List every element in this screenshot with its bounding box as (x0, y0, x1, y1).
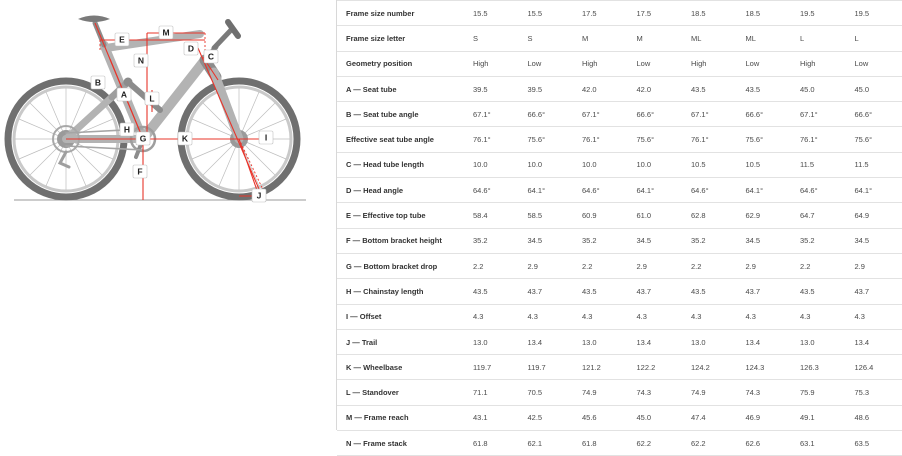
svg-text:N: N (138, 56, 144, 66)
cell-value: 64.6° (466, 178, 521, 203)
cell-value: 122.2 (630, 355, 685, 380)
cell-value: 66.6° (521, 102, 576, 127)
cell-value: 66.6° (739, 102, 794, 127)
cell-value: 62.2 (684, 431, 739, 456)
cell-value: 62.8 (684, 203, 739, 228)
cell-value: 10.0 (521, 152, 576, 177)
svg-text:B: B (95, 78, 101, 88)
callout-C (204, 50, 218, 63)
table-row (337, 26, 902, 51)
cell-value: 10.0 (630, 152, 685, 177)
callout-F (133, 165, 147, 178)
cell-value: 2.2 (575, 253, 630, 278)
cell-value: 15.5 (466, 1, 521, 26)
row-label: E — Effective top tube (337, 203, 466, 228)
cell-value: 74.3 (739, 380, 794, 405)
cell-value: 42.0 (630, 76, 685, 101)
cell-value: 35.2 (793, 228, 848, 253)
cell-value: 121.2 (575, 355, 630, 380)
cell-value: 10.5 (684, 152, 739, 177)
table-row (337, 76, 902, 101)
cell-value: 45.6 (575, 405, 630, 430)
cell-value: 2.2 (793, 253, 848, 278)
callout-N (134, 54, 148, 67)
svg-text:G: G (140, 134, 147, 144)
row-label: J — Trail (337, 329, 466, 354)
row-label: M — Frame reach (337, 405, 466, 430)
table-row (337, 228, 902, 253)
geometry-table-body (337, 1, 902, 456)
cell-value: 2.9 (848, 253, 902, 278)
cell-value: 18.5 (684, 1, 739, 26)
cell-value: 43.7 (848, 279, 902, 304)
cell-value: 10.5 (739, 152, 794, 177)
cell-value: 48.6 (848, 405, 902, 430)
cell-value: 64.1° (630, 178, 685, 203)
table-row (337, 178, 902, 203)
cell-value: 64.1° (739, 178, 794, 203)
table-row (337, 203, 902, 228)
cell-value: 43.1 (466, 405, 521, 430)
cell-value: 62.1 (521, 431, 576, 456)
cell-value: 75.6° (521, 127, 576, 152)
row-label: H — Chainstay length (337, 279, 466, 304)
cell-value: 124.2 (684, 355, 739, 380)
geometry-table-panel (336, 0, 902, 430)
row-label: Geometry position (337, 51, 466, 76)
cell-value: Low (521, 51, 576, 76)
cell-value: 15.5 (521, 1, 576, 26)
row-label: D — Head angle (337, 178, 466, 203)
cell-value: 18.5 (739, 1, 794, 26)
cell-value: 13.4 (630, 329, 685, 354)
callout-I (259, 131, 273, 144)
cell-value: 13.0 (466, 329, 521, 354)
cell-value: Low (739, 51, 794, 76)
cell-value: ML (684, 26, 739, 51)
cell-value: 10.0 (466, 152, 521, 177)
cell-value: 74.9 (684, 380, 739, 405)
table-row (337, 51, 902, 76)
row-label: L — Standover (337, 380, 466, 405)
cell-value: 34.5 (739, 228, 794, 253)
cell-value: 34.5 (521, 228, 576, 253)
cell-value: 47.4 (684, 405, 739, 430)
svg-text:H: H (124, 125, 130, 135)
cell-value: High (684, 51, 739, 76)
cell-value: 126.4 (848, 355, 902, 380)
svg-text:K: K (182, 134, 189, 144)
cell-value: 2.2 (684, 253, 739, 278)
cell-value: 17.5 (575, 1, 630, 26)
cell-value: 43.5 (575, 279, 630, 304)
cell-value: 62.6 (739, 431, 794, 456)
cell-value: 124.3 (739, 355, 794, 380)
row-label: B — Seat tube angle (337, 102, 466, 127)
cell-value: 70.5 (521, 380, 576, 405)
cell-value: 43.5 (684, 279, 739, 304)
cell-value: 58.4 (466, 203, 521, 228)
cell-value: 64.6° (793, 178, 848, 203)
cell-value: 43.7 (521, 279, 576, 304)
cell-value: High (575, 51, 630, 76)
cell-value: 67.1° (575, 102, 630, 127)
cell-value: 75.9 (793, 380, 848, 405)
cell-value: 66.6° (848, 102, 902, 127)
svg-text:L: L (149, 94, 154, 104)
cell-value: 34.5 (848, 228, 902, 253)
cell-value: 35.2 (575, 228, 630, 253)
svg-text:F: F (137, 167, 142, 177)
cell-value: L (793, 26, 848, 51)
callout-L (145, 92, 159, 105)
table-row (337, 355, 902, 380)
table-row (337, 380, 902, 405)
cell-value: 63.1 (793, 431, 848, 456)
cell-value: Low (630, 51, 685, 76)
cell-value: 75.6° (848, 127, 902, 152)
cell-value: 75.3 (848, 380, 902, 405)
cell-value: 43.7 (630, 279, 685, 304)
row-label: Effective seat tube angle (337, 127, 466, 152)
row-label: Frame size letter (337, 26, 466, 51)
cell-value: 61.8 (575, 431, 630, 456)
cell-value: L (848, 26, 902, 51)
table-row (337, 102, 902, 127)
cell-value: 67.1° (466, 102, 521, 127)
table-row (337, 405, 902, 430)
cell-value: 13.0 (684, 329, 739, 354)
cell-value: 75.6° (630, 127, 685, 152)
cell-value: 61.8 (466, 431, 521, 456)
cell-value: M (575, 26, 630, 51)
callout-M (159, 26, 173, 39)
cell-value: 35.2 (466, 228, 521, 253)
cell-value: 13.0 (575, 329, 630, 354)
row-label: A — Seat tube (337, 76, 466, 101)
cell-value: 17.5 (630, 1, 685, 26)
table-row (337, 279, 902, 304)
table-row (337, 304, 902, 329)
cell-value: 43.5 (466, 279, 521, 304)
cell-value: 4.3 (466, 304, 521, 329)
row-label: I — Offset (337, 304, 466, 329)
cell-value: 43.7 (739, 279, 794, 304)
cell-value: 61.0 (630, 203, 685, 228)
cell-value: 62.9 (739, 203, 794, 228)
cell-value: 13.4 (848, 329, 902, 354)
cell-value: 74.9 (575, 380, 630, 405)
cell-value: 64.6° (575, 178, 630, 203)
bike-geometry-diagram (0, 0, 336, 430)
row-label: K — Wheelbase (337, 355, 466, 380)
cell-value: 11.5 (793, 152, 848, 177)
cell-value: 35.2 (684, 228, 739, 253)
cell-value: 43.5 (793, 279, 848, 304)
cell-value: High (793, 51, 848, 76)
cell-value: 71.1 (466, 380, 521, 405)
svg-text:M: M (162, 28, 169, 38)
callout-D (184, 42, 198, 55)
cell-value: 64.7 (793, 203, 848, 228)
cell-value: 4.3 (575, 304, 630, 329)
row-label: G — Bottom bracket drop (337, 253, 466, 278)
cell-value: 2.9 (521, 253, 576, 278)
svg-text:E: E (119, 35, 125, 45)
cell-value: 67.1° (684, 102, 739, 127)
cell-value: 42.0 (575, 76, 630, 101)
bike-diagram-svg (0, 0, 336, 430)
cell-value: 67.1° (793, 102, 848, 127)
cell-value: 64.1° (521, 178, 576, 203)
cell-value: 64.6° (684, 178, 739, 203)
cell-value: 76.1° (466, 127, 521, 152)
cell-value: 42.5 (521, 405, 576, 430)
cell-value: 75.6° (739, 127, 794, 152)
cell-value: 4.3 (848, 304, 902, 329)
row-label: Frame size number (337, 1, 466, 26)
cell-value: 2.2 (466, 253, 521, 278)
cell-value: 19.5 (848, 1, 902, 26)
cell-value: 39.5 (521, 76, 576, 101)
cell-value: 66.6° (630, 102, 685, 127)
cell-value: 74.3 (630, 380, 685, 405)
table-row (337, 329, 902, 354)
cell-value: 126.3 (793, 355, 848, 380)
cell-value: 64.9 (848, 203, 902, 228)
cell-value: 76.1° (575, 127, 630, 152)
callout-A (117, 88, 131, 101)
cell-value: 4.3 (684, 304, 739, 329)
table-row (337, 431, 902, 456)
row-label: N — Frame stack (337, 431, 466, 456)
row-label: F — Bottom bracket height (337, 228, 466, 253)
cell-value: 46.9 (739, 405, 794, 430)
geometry-table (337, 0, 902, 456)
cell-value: M (630, 26, 685, 51)
cell-value: 13.0 (793, 329, 848, 354)
cell-value: 10.0 (575, 152, 630, 177)
svg-text:D: D (188, 44, 194, 54)
cell-value: 19.5 (793, 1, 848, 26)
callout-J (252, 189, 266, 202)
cell-value: High (466, 51, 521, 76)
cell-value: 11.5 (848, 152, 902, 177)
cell-value: 39.5 (466, 76, 521, 101)
table-row (337, 1, 902, 26)
table-row (337, 127, 902, 152)
cell-value: 34.5 (630, 228, 685, 253)
cell-value: 45.0 (848, 76, 902, 101)
table-row (337, 253, 902, 278)
cell-value: 119.7 (521, 355, 576, 380)
svg-text:C: C (208, 52, 214, 62)
callout-B (91, 76, 105, 89)
cell-value: 4.3 (630, 304, 685, 329)
cell-value: 43.5 (684, 76, 739, 101)
cell-value: S (466, 26, 521, 51)
cell-value: 13.4 (521, 329, 576, 354)
callout-H (120, 123, 134, 136)
cell-value: 63.5 (848, 431, 902, 456)
callout-E (115, 33, 129, 46)
cell-value: ML (739, 26, 794, 51)
cell-value: 76.1° (793, 127, 848, 152)
cell-value: 2.9 (630, 253, 685, 278)
cell-value: 4.3 (793, 304, 848, 329)
cell-value: S (521, 26, 576, 51)
cell-value: 45.0 (630, 405, 685, 430)
cell-value: 43.5 (739, 76, 794, 101)
cell-value: Low (848, 51, 902, 76)
callout-K (178, 132, 192, 145)
cell-value: 60.9 (575, 203, 630, 228)
svg-text:J: J (257, 191, 262, 201)
cell-value: 4.3 (739, 304, 794, 329)
cell-value: 76.1° (684, 127, 739, 152)
cell-value: 13.4 (739, 329, 794, 354)
cell-value: 4.3 (521, 304, 576, 329)
cell-value: 49.1 (793, 405, 848, 430)
callout-G (136, 132, 150, 145)
cell-value: 119.7 (466, 355, 521, 380)
svg-text:I: I (265, 133, 267, 143)
cell-value: 62.2 (630, 431, 685, 456)
svg-text:A: A (121, 90, 127, 100)
table-row (337, 152, 902, 177)
cell-value: 45.0 (793, 76, 848, 101)
cell-value: 58.5 (521, 203, 576, 228)
row-label: C — Head tube length (337, 152, 466, 177)
cell-value: 2.9 (739, 253, 794, 278)
cell-value: 64.1° (848, 178, 902, 203)
